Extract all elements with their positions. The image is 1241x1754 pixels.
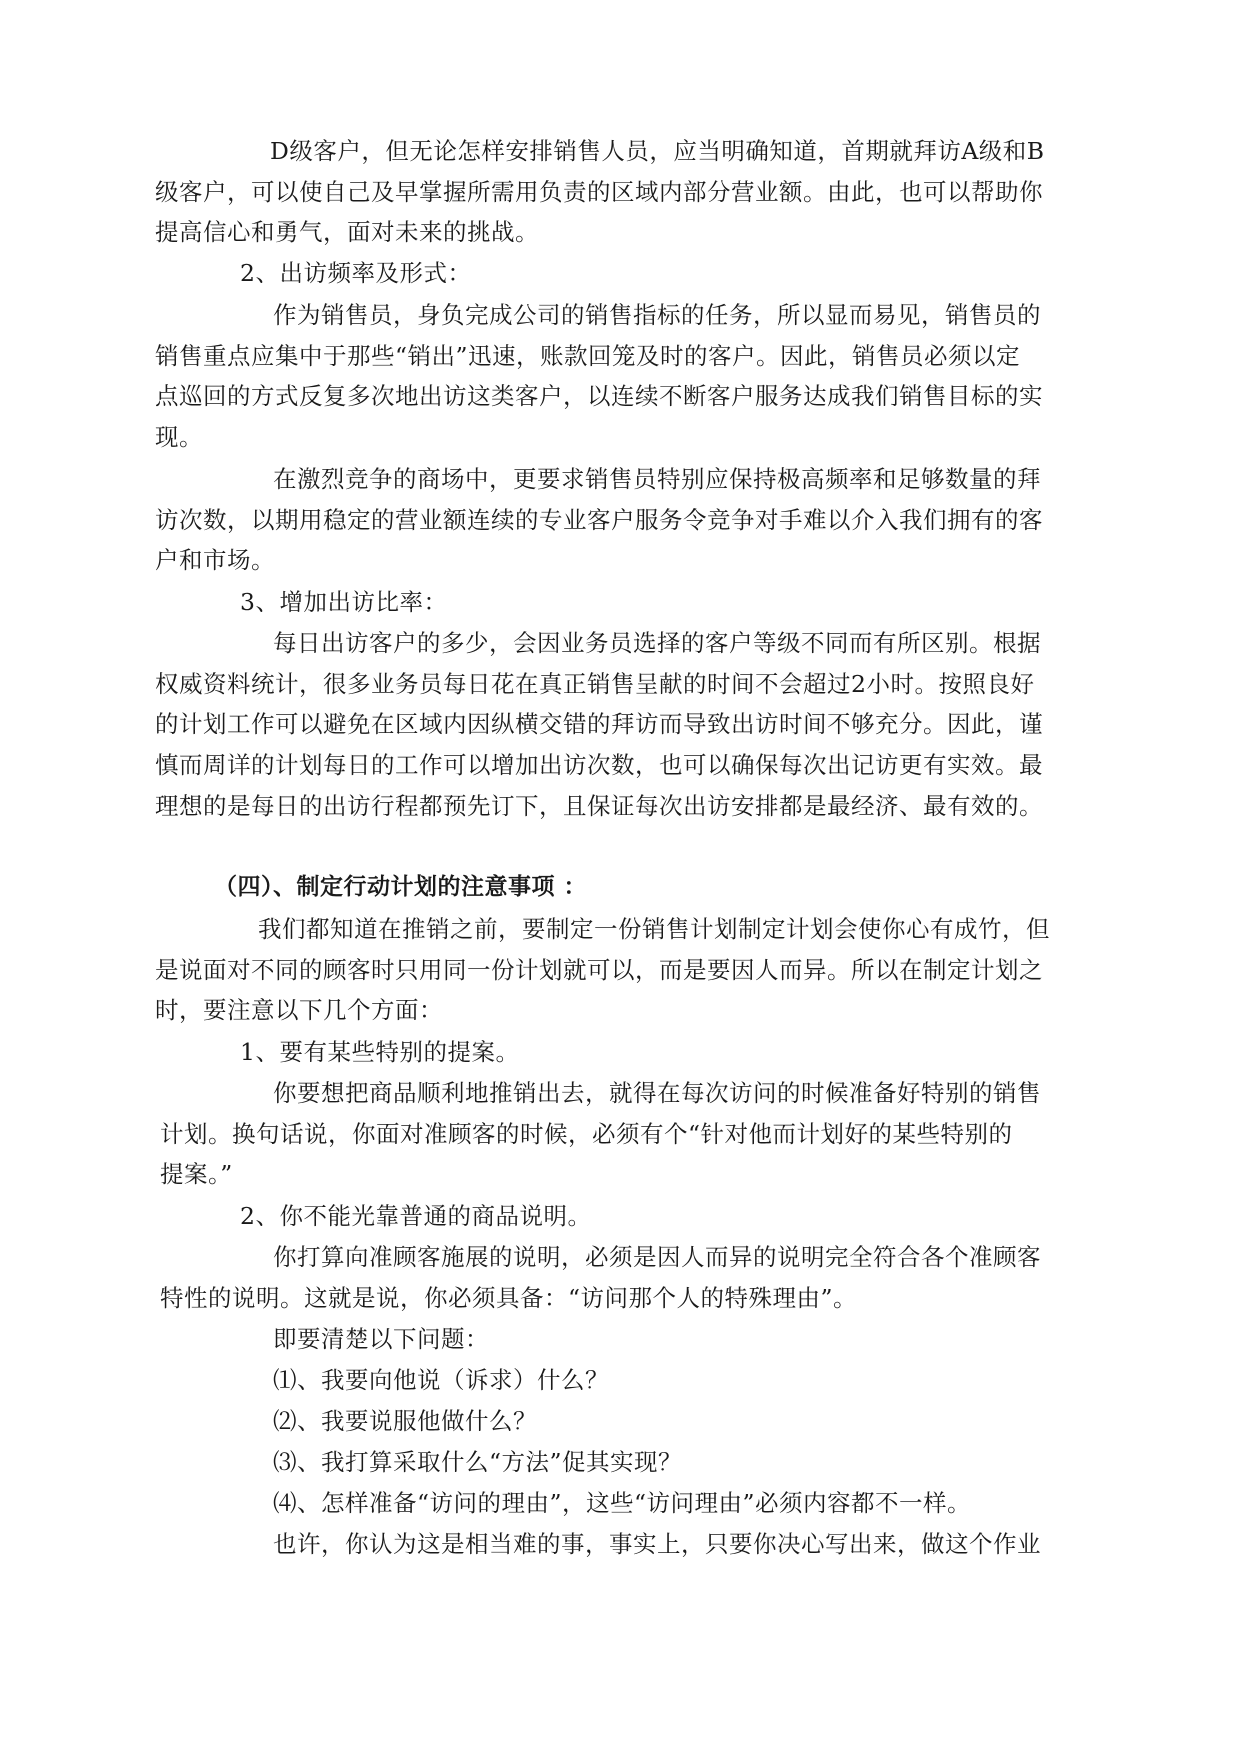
paragraph-line: 户和市场。	[155, 546, 275, 574]
paragraph-line: 提案。”	[160, 1160, 233, 1188]
paragraph-line: 是说面对不同的顾客时只用同一份计划就可以，而是要因人而异。所以在制定计划之	[155, 956, 1043, 984]
paragraph-line: 作为销售员，身负完成公司的销售指标的任务，所以显而易见，销售员的	[273, 301, 1041, 329]
paragraph-line: 你要想把商品顺利地推销出去，就得在每次访问的时候准备好特别的销售	[273, 1079, 1041, 1107]
subsection-title: 2、出访频率及形式：	[240, 259, 472, 287]
section-heading: （四）、制定行动计划的注意事项 ：	[214, 874, 588, 900]
paragraph-line: 慎而周详的计划每日的工作可以增加出访次数，也可以确保每次出记访更有实效。最	[155, 751, 1043, 779]
paragraph-line: 的计划工作可以避免在区域内因纵横交错的拜访而导致出访时间不够充分。因此，谨	[155, 710, 1043, 738]
question-item: ⑶、我打算采取什么“方法”促其实现？	[273, 1448, 683, 1476]
paragraph-line: 时，要注意以下几个方面：	[155, 996, 443, 1024]
paragraph-line: 点巡回的方式反复多次地出访这类客户，以连续不断客户服务达成我们销售目标的实	[155, 382, 1043, 410]
paragraph-line: 级客户，可以使自己及早掌握所需用负责的区域内部分营业额。由此，也可以帮助你	[155, 178, 1043, 206]
paragraph-line: 每日出访客户的多少，会因业务员选择的客户等级不同而有所区别。根据	[273, 629, 1041, 657]
paragraph-line: 访次数，以期用稳定的营业额连续的专业客户服务令竞争对手难以介入我们拥有的客	[155, 506, 1043, 534]
paragraph-line: 理想的是每日的出访行程都预先订下，且保证每次出访安排都是最经济、最有效的。	[155, 792, 1043, 820]
paragraph-line: 你打算向准顾客施展的说明，必须是因人而异的说明完全符合各个准顾客	[273, 1243, 1041, 1271]
paragraph-line: 现。	[155, 423, 203, 451]
paragraph-line: 权威资料统计，很多业务员每日花在真正销售呈献的时间不会超过2小时。按照良好	[155, 670, 1035, 698]
list-item-title: 1、要有某些特别的提案。	[240, 1038, 520, 1066]
question-item: ⑵、我要说服他做什么？	[273, 1407, 537, 1435]
paragraph-line: 即要清楚以下问题：	[273, 1325, 489, 1353]
paragraph-line: 提高信心和勇气，面对未来的挑战。	[155, 218, 539, 246]
paragraph-line: 特性的说明。这就是说，你必须具备：“访问那个人的特殊理由”。	[160, 1284, 858, 1312]
paragraph-line: D级客户，但无论怎样安排销售人员，应当明确知道，首期就拜访A级和B	[270, 137, 1045, 165]
subsection-title: 3、增加出访比率：	[240, 588, 448, 616]
paragraph-line: 销售重点应集中于那些“销出”迅速，账款回笼及时的客户。因此，销售员必须以定	[155, 342, 1021, 370]
list-item-title: 2、你不能光靠普通的商品说明。	[240, 1202, 592, 1230]
question-item: ⑴、我要向他说（诉求）什么？	[273, 1366, 609, 1394]
question-item: ⑷、怎样准备“访问的理由”，这些“访问理由”必须内容都不一样。	[273, 1489, 972, 1517]
paragraph-line: 我们都知道在推销之前，要制定一份销售计划制定计划会使你心有成竹，但	[258, 915, 1050, 943]
paragraph-line: 计划。换句话说，你面对准顾客的时候，必须有个“针对他而计划好的某些特别的	[160, 1120, 1013, 1148]
paragraph-line: 在激烈竞争的商场中，更要求销售员特别应保持极高频率和足够数量的拜	[273, 465, 1041, 493]
paragraph-line: 也许，你认为这是相当难的事，事实上，只要你决心写出来，做这个作业	[273, 1530, 1041, 1558]
